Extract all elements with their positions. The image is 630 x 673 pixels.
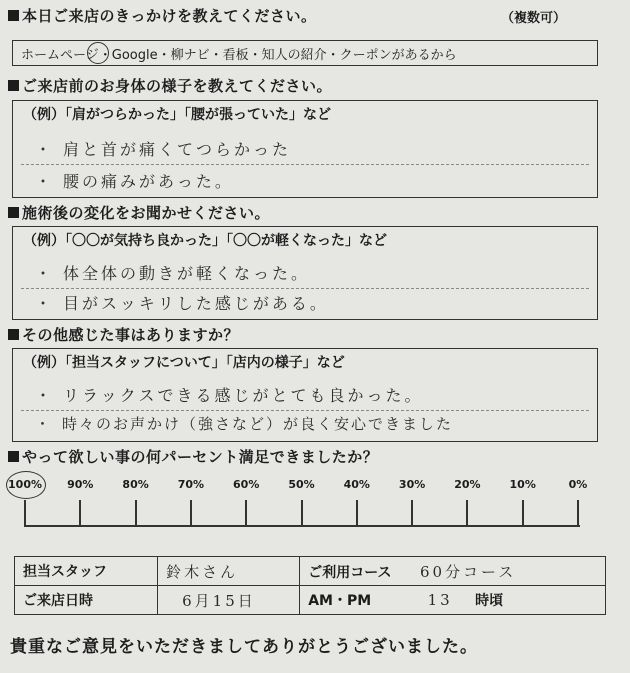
q4-example: （例）「担当スタッフについて」「店内の様子」など	[23, 355, 345, 371]
scale-label: 30%	[398, 478, 426, 491]
square-bullet-icon	[8, 80, 19, 91]
scale-tick[interactable]	[577, 500, 579, 526]
scale-tick[interactable]	[522, 500, 524, 526]
q1-options-box[interactable]	[12, 40, 598, 66]
scale-label: 90%	[67, 478, 94, 491]
date-value[interactable]: 6月15日	[158, 586, 300, 615]
scale-tick[interactable]	[135, 500, 137, 526]
hand-circle-icon	[87, 42, 109, 64]
square-bullet-icon	[8, 451, 19, 462]
q3-answer-1: ・ 体全体の動きが軽くなった。	[35, 261, 310, 284]
table-row	[15, 586, 606, 615]
scale-tick[interactable]	[24, 500, 26, 526]
hour-unit: 時頃	[475, 593, 504, 609]
square-bullet-icon	[8, 329, 19, 340]
scale-label: 80%	[122, 478, 149, 491]
closing-message: 貴重なご意見をいただきましてありがとうございました。	[10, 637, 478, 657]
square-bullet-icon	[8, 10, 19, 21]
q3-answer-box[interactable]	[12, 226, 598, 320]
q2-title: ご来店前のお身体の様子を教えてください。	[8, 76, 332, 96]
q3-title: 施術後の変化をお聞かせください。	[8, 203, 270, 223]
scale-label: 20%	[454, 478, 481, 491]
date-label: ご来店日時	[15, 586, 158, 615]
hand-circle-icon	[6, 471, 46, 499]
scale-label: 60%	[233, 478, 260, 491]
scale-line	[24, 525, 580, 527]
scale-tick[interactable]	[356, 500, 358, 526]
q4-answer-2: ・ 時々のお声かけ（強さなど）が良く安心できました	[35, 413, 453, 434]
dashed-line	[21, 164, 589, 165]
q2-example: （例）「肩がつらかった」「腰が張っていた」など	[23, 107, 331, 123]
q4-answer-1: ・ リラックスできる感じがとても良かった。	[35, 383, 424, 406]
scale-label: 100%	[8, 478, 42, 491]
scale-tick[interactable]	[245, 500, 247, 526]
info-table	[14, 556, 606, 615]
q3-answer-2: ・ 目がスッキリした感じがある。	[35, 291, 329, 314]
scale-tick[interactable]	[301, 500, 303, 526]
q1-note: （複数可）	[500, 11, 566, 26]
ampm-label: AM・PM	[308, 593, 372, 609]
hour-value: 13	[427, 591, 453, 609]
q4-answer-box[interactable]	[12, 348, 598, 442]
q4-title: その他感じた事はありますか？	[8, 325, 239, 345]
scale-label: 10%	[509, 478, 536, 491]
scale-tick[interactable]	[190, 500, 192, 526]
course-value: 60分コース	[419, 562, 517, 581]
course-label: ご利用コース	[308, 564, 392, 581]
scale-label: 50%	[288, 478, 315, 491]
dashed-line	[21, 288, 589, 289]
q5-title: やって欲しい事の何パーセント満足できましたか？	[8, 447, 378, 467]
scale-label: 70%	[177, 478, 205, 491]
time-cell[interactable]	[300, 586, 606, 615]
q2-answer-box[interactable]	[12, 100, 598, 198]
scale-label: 40%	[343, 478, 370, 491]
q2-answer-2: ・ 腰の痛みがあった。	[35, 169, 234, 192]
scale-tick[interactable]	[466, 500, 468, 526]
scale-tick[interactable]	[411, 500, 413, 526]
q2-answer-1: ・ 肩と首が痛くてつらかった	[35, 137, 291, 160]
scale-tick[interactable]	[79, 500, 81, 526]
scale-label: 0%	[568, 478, 588, 491]
table-row	[15, 557, 606, 586]
staff-value[interactable]: 鈴木さん	[158, 557, 300, 586]
staff-label: 担当スタッフ	[15, 557, 158, 586]
course-cell[interactable]	[300, 557, 606, 586]
q1-options: ホームページ・Google・柳ナビ・看板・知人の紹介・クーポンがあるから	[21, 48, 457, 63]
q1-title: 本日ご来店のきっかけを教えてください。	[8, 6, 317, 26]
square-bullet-icon	[8, 207, 19, 218]
q3-example: （例）「〇〇が気持ち良かった」「〇〇が軽くなった」など	[23, 233, 387, 249]
dashed-line	[21, 410, 589, 411]
